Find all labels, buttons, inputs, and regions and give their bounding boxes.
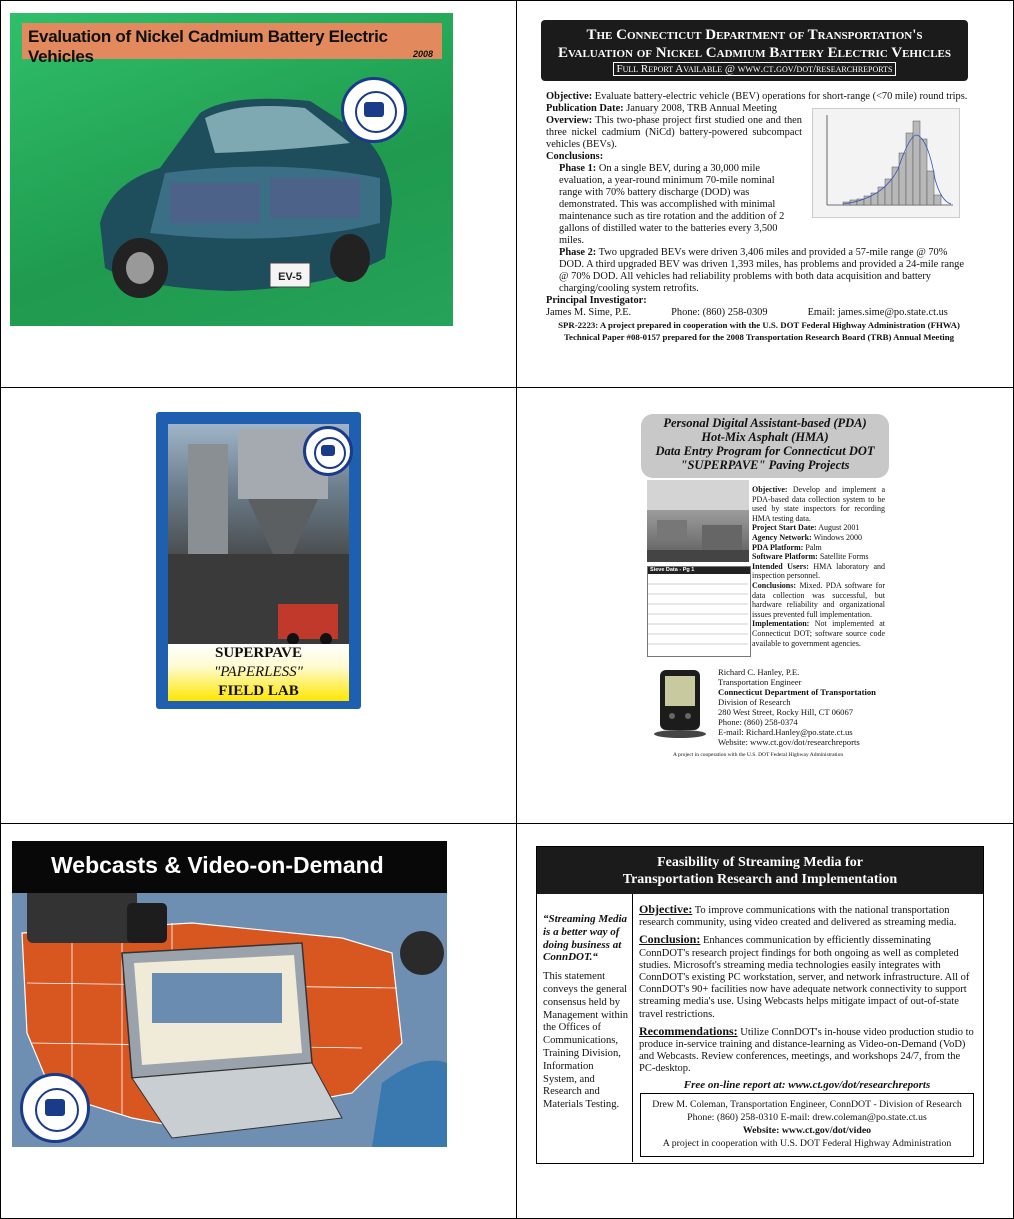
sieve-data-screen	[647, 566, 751, 657]
streaming-contact-phone-email: Phone: (860) 258-0310 E-mail: drew.coleman@po.state.ct.us	[687, 1112, 927, 1123]
streaming-head-2: Transportation Research and Implementation	[622, 872, 898, 887]
streaming-recommendations: Utilize ConnDOT's in-house video production studio to produce in-service training and distance-learning as Video-on-Demand (VoD) and Webcasts. Review conferences, meetings, and workshops 24/7, from the PC-desktop.	[639, 1026, 974, 1075]
objective-text: Evaluate battery-electric vehicle (BEV) operations for short-range (<70 mile) round trips.	[594, 91, 968, 102]
streaming-objective: To improve communications with the national transportation research community, using video created and delivered as streaming media.	[639, 905, 957, 929]
superpave-label	[168, 644, 349, 701]
ev-poster	[10, 13, 453, 326]
streaming-free-report-link[interactable]: Free on-line report at: www.ct.gov/dot/researchreports	[683, 1079, 931, 1091]
ev-report-link[interactable]: Full Report Available @ www.ct.gov/dot/researchreports	[613, 62, 897, 76]
pda-agency-label: Agency Network:	[752, 532, 812, 542]
objective-label: Objective:	[546, 91, 593, 102]
pda-start-label: Project Start Date:	[752, 523, 817, 533]
pi-email[interactable]: Email: james.sime@po.state.ct.us	[807, 307, 948, 318]
superpave-line1: SUPERPAVE	[215, 645, 302, 661]
pi-label: Principal Investigator:	[546, 295, 647, 306]
pda-platform-label: PDA Platform:	[752, 542, 804, 552]
grid-divider-vertical	[516, 0, 517, 1219]
streaming-contact-box	[640, 1093, 974, 1157]
license-plate: EV-5	[278, 271, 302, 283]
pda-conclusions: Mixed. PDA software for data collection was successful, but hardware reliability and organizational issues prevented full implementation.	[752, 580, 885, 619]
webcast-title: Webcasts & Video-on-Demand	[51, 852, 384, 878]
streaming-conclusion: Enhances communication by efficiently disseminating ConnDOT's research project findings for both ongoing as well as completed studies. Microsoft's streaming media technologies easily integrates with ConnDOT's existing PC workstation, server, and network infrastructure. All of ConnDOT's 90+ facilities now have adequate network connectivity to support streaming media's use. Using Webcasts helps mitigate impact of out-of-state travel restrictions.	[639, 935, 970, 1020]
lab-photo	[647, 480, 749, 562]
ev-report-title-2: Evaluation of Nickel Cadmium Battery Electric Vehicles	[557, 45, 951, 61]
pda-contact-website[interactable]: Website: www.ct.gov/dot/researchreports	[718, 737, 860, 747]
pda-contact-name: Richard C. Hanley, P.E.	[718, 667, 800, 677]
pda-footer: A project in cooperation with the U.S. DOT Federal Highway Administration	[673, 752, 844, 758]
superpave-line2: "PAPERLESS"	[214, 664, 303, 680]
pda-agency: Windows 2000	[813, 532, 862, 542]
pda-implementation: Not implemented at Connecticut DOT; software source code available to government agencies.	[752, 619, 885, 648]
streaming-conclusion-label: Conclusion:	[639, 932, 701, 947]
pda-head-4: "SUPERPAVE" Paving Projects	[680, 458, 850, 472]
spr-note: SPR-2223: A project prepared in cooperation with the U.S. DOT Federal Highway Administration (FHWA)	[558, 320, 960, 330]
sieve-table-title: Sieve Data - Pg 1	[648, 567, 750, 574]
pda-head-2: Hot-Mix Asphalt (HMA)	[701, 430, 829, 444]
pda-poster-body	[752, 485, 885, 648]
pubdate-label: Publication Date:	[546, 103, 624, 114]
streaming-contact-website[interactable]: Website: www.ct.gov/dot/video	[742, 1125, 872, 1136]
pda-conclusions-label: Conclusions:	[752, 580, 797, 590]
superpave-line3: FIELD LAB	[218, 683, 299, 699]
pda-contact-phone: Phone: (860) 258-0374	[718, 717, 798, 727]
webcast-poster	[12, 841, 447, 1147]
pda-start: August 2001	[818, 523, 860, 533]
pda-contact-org: Connecticut Department of Transportation	[718, 687, 876, 697]
grid-divider-row1	[0, 387, 1014, 388]
ev-report-header	[541, 20, 968, 81]
streaming-poster-header	[537, 847, 983, 894]
pda-contact-address: 280 West Street, Rocky Hill, CT 06067	[718, 707, 854, 717]
pda-contact	[718, 667, 876, 747]
pda-poster-header	[641, 414, 889, 478]
pda-contact-division: Division of Research	[718, 697, 791, 707]
overview-text: This two-phase project first studied one and then three nickel cadmium (NiCd) battery-powered subcompact vehicles (BEVs).	[546, 115, 802, 150]
phase2-label: Phase 2:	[559, 247, 597, 258]
pda-contact-email[interactable]: E-mail: Richard.Hanley@po.state.ct.us	[718, 727, 853, 737]
ev-report-body	[546, 91, 972, 343]
overview-label: Overview:	[546, 115, 593, 126]
streaming-quote: “Streaming Media is a better way of doing business at ConnDOT.“	[543, 913, 628, 964]
phase1-text: On a single BEV, during a 30,000 mile evaluation, a year-round minimum 70-mile nominal range with 70% battery discharge (DOD) was demonstrated. This was accomplished with minimal maintenance such as tire rotation and the addition of 2 gallons of distilled water to the batteries every 3,500 miles.	[559, 163, 785, 246]
streaming-contact-name: Drew M. Coleman, Transportation Engineer, ConnDOT - Division of Research	[652, 1099, 962, 1110]
pda-software: Satellite Forms	[819, 552, 869, 562]
pda-software-label: Software Platform:	[752, 552, 818, 562]
phase2-text: Two upgraded BEVs were driven 3,406 miles and provided a 57-mile range @ 70% DOD. A third upgraded BEV was driven 1,393 miles, has problems and provided a 24-mile range @ 70% DOD. All vehicles had reliability problems with both data acquisition and battery charging/cooling system retrofits.	[559, 247, 964, 294]
streaming-recommendations-label: Recommendations:	[639, 1023, 738, 1038]
streaming-main	[639, 903, 975, 1080]
ctdot-seal-icon	[20, 1073, 90, 1143]
pubdate-text: January 2008, TRB Annual Meeting	[626, 103, 777, 114]
pda-users-label: Intended Users:	[752, 561, 809, 571]
pda-contact-title: Transportation Engineer	[718, 677, 802, 687]
pda-objective: Develop and implement a PDA-based data collection system to be used by state inspectors for recording HMA testing data.	[752, 485, 886, 523]
grid-divider-row2	[0, 823, 1014, 824]
pda-users: HMA laboratory and inspection personnel.	[752, 561, 886, 581]
streaming-head-1: Feasibility of Streaming Media for	[657, 855, 863, 870]
pi-name: James M. Sime, P.E.	[546, 307, 632, 318]
pda-head-3: Data Entry Program for Connecticut DOT	[655, 444, 875, 458]
ev-year: 2008	[412, 49, 433, 59]
pda-objective-label: Objective:	[752, 485, 788, 494]
streaming-sidebar	[543, 913, 629, 1112]
streaming-contact-cooperation: A project in cooperation with U.S. DOT Federal Highway Administration	[662, 1138, 952, 1149]
palm-pda-icon	[650, 668, 710, 738]
conclusions-label: Conclusions:	[546, 151, 604, 162]
superpave-poster	[156, 412, 361, 709]
pda-implementation-label: Implementation:	[752, 619, 810, 629]
pda-platform: Palm	[805, 542, 822, 552]
streaming-objective-label: Objective:	[639, 902, 693, 916]
streaming-statement: This statement conveys the general consensus held by Management within the Offices of Communications, Training Division, Information System, and Research and Materials Testing.	[543, 971, 629, 1111]
ev-report-title-1: The Connecticut Department of Transportation's	[586, 27, 923, 43]
streaming-column-divider	[632, 894, 633, 1162]
pi-phone: Phone: (860) 258-0309	[671, 307, 768, 318]
ev-title: Evaluation of Nickel Cadmium Battery Electric Vehicles	[28, 27, 388, 66]
ctdot-seal-icon	[341, 77, 407, 143]
ctdot-seal-icon	[303, 426, 353, 476]
tech-note: Technical Paper #08-0157 prepared for the 2008 Transportation Research Board (TRB) Annual Meeting	[564, 332, 954, 342]
phase1-label: Phase 1:	[559, 163, 597, 174]
pda-head-1: Personal Digital Assistant-based (PDA)	[663, 416, 867, 430]
